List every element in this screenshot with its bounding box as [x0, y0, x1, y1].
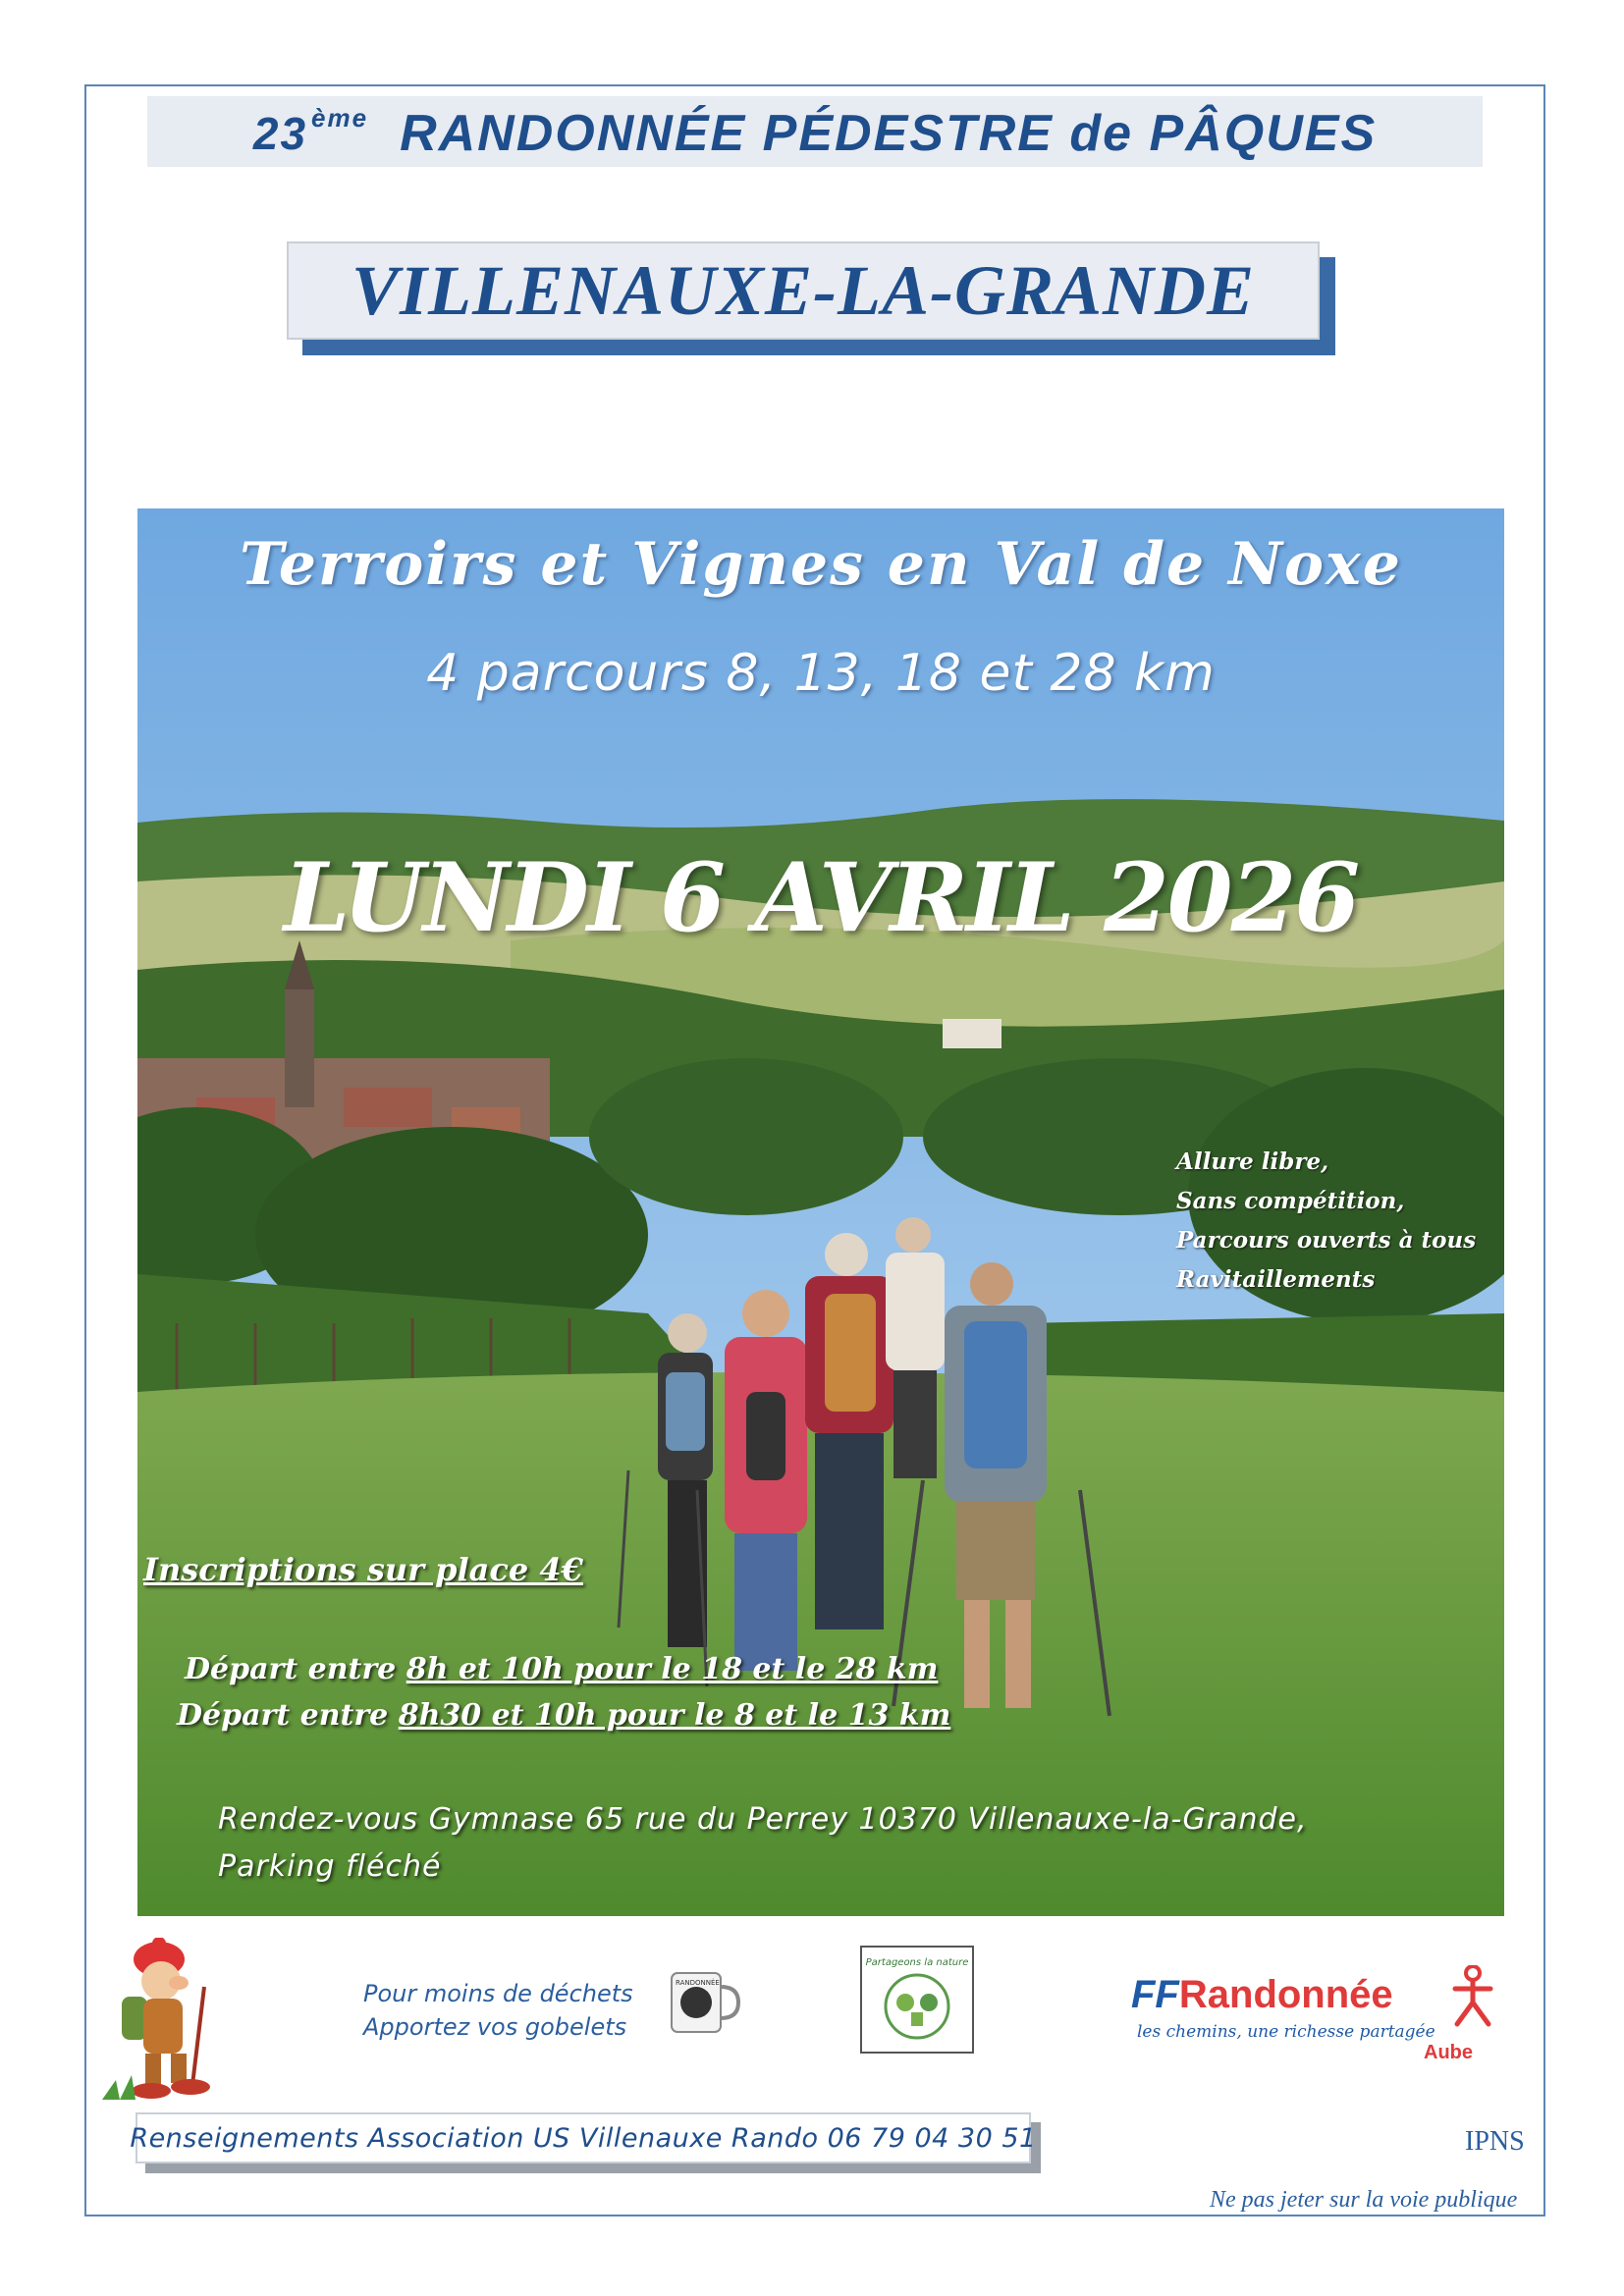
nature-badge-icon	[862, 1948, 972, 2052]
feature-item: Parcours ouverts à tous	[1176, 1227, 1477, 1254]
footer-note: Ne pas jeter sur la voie publique	[1210, 2187, 1518, 2213]
meeting-address: Rendez-vous Gymnase 65 rue du Perrey 10370 Villenauxe-la-Grande,	[218, 1802, 1308, 1837]
routes-text: 4 parcours 8, 13, 18 et 28 km	[426, 644, 1216, 703]
contact-info: Renseignements Association US Villenauxe Rando 06 79 04 30 51	[130, 2122, 1037, 2154]
features-list	[1176, 1143, 1476, 1300]
nature-logo-text: Partageons la nature	[865, 1957, 969, 1968]
event-title	[147, 98, 1483, 169]
meeting-point	[218, 1796, 1308, 1891]
town-name: VILLENAUXE-LA-GRANDE	[351, 250, 1256, 330]
edition-number: 23	[252, 108, 308, 159]
cups-line: Apportez vos gobelets	[363, 2013, 627, 2041]
departure-prefix: Départ entre	[177, 1698, 399, 1733]
meeting-parking: Parking fléché	[218, 1849, 442, 1884]
event-date: LUNDI 6 AVRIL 2026	[283, 842, 1359, 953]
walking-figure-icon	[1447, 1965, 1496, 2028]
mug-icon	[664, 1963, 742, 2044]
info-bar	[130, 2112, 1037, 2163]
departure-details: 8h30 et 10h pour le 8 et le 13 km	[398, 1698, 951, 1733]
registration-text: Inscriptions sur place 4€	[143, 1551, 583, 1588]
departure-line	[185, 1652, 938, 1686]
ffr-slogan: les chemins, une richesse partagée	[1137, 2022, 1435, 2042]
cups-message	[363, 1977, 633, 2044]
feature-item: Sans compétition,	[1176, 1188, 1405, 1214]
departure-line	[177, 1698, 950, 1733]
feature-item: Ravitaillements	[1176, 1266, 1376, 1293]
departure-details: 8h et 10h pour le 18 et le 28 km	[406, 1652, 939, 1686]
cups-line: Pour moins de déchets	[363, 1980, 633, 2007]
headline: Terroirs et Vignes en Val de Noxe	[240, 530, 1402, 599]
ipns-label: IPNS	[1465, 2126, 1525, 2157]
ffr-region: Aube	[1424, 2042, 1473, 2063]
town-box	[287, 241, 1320, 340]
mug-label: RANDONNÉE	[676, 1979, 720, 1987]
edition-superscript: ème	[311, 103, 369, 133]
ffr-wordmark	[1131, 1973, 1393, 2017]
partageons-nature-logo	[860, 1946, 974, 2054]
ffr-ff: FF	[1131, 1973, 1179, 2016]
ffr-name: Randonnée	[1178, 1973, 1393, 2016]
title-text: RANDONNÉE PÉDESTRE de PÂQUES	[400, 105, 1378, 162]
ffrandonnee-logo	[1131, 1973, 1504, 2071]
departure-prefix: Départ entre	[185, 1652, 406, 1686]
hiker-mascot-icon	[102, 1938, 240, 2105]
feature-item: Allure libre,	[1176, 1148, 1329, 1175]
